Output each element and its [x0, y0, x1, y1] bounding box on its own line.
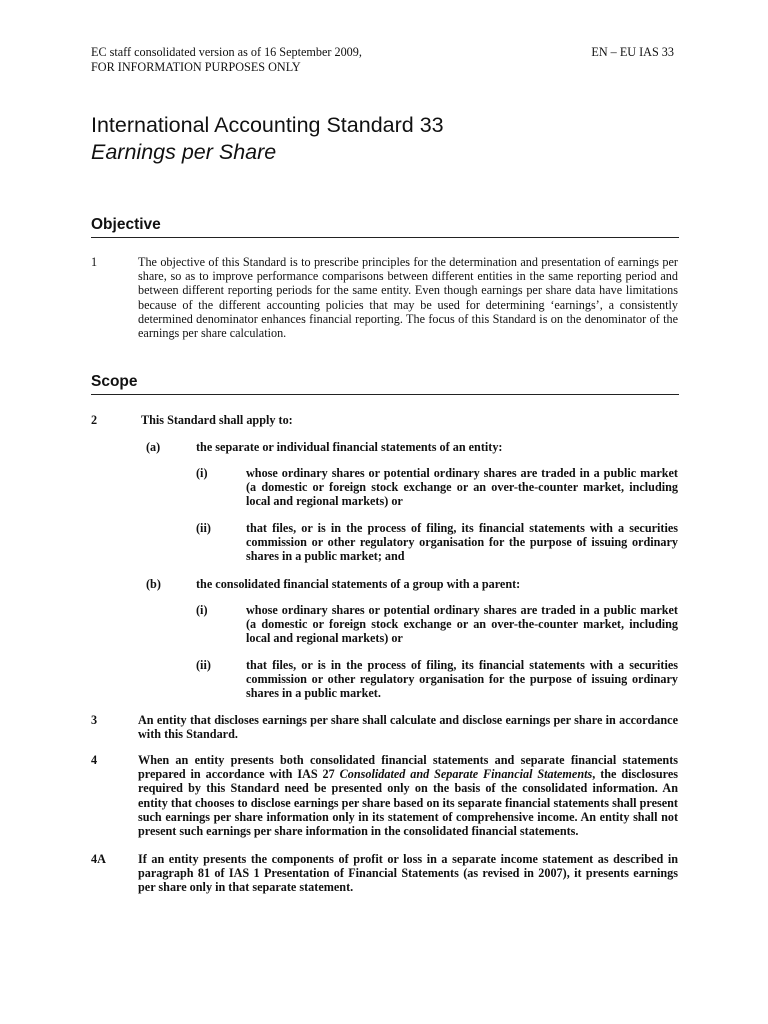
paragraph-number-4: 4: [91, 753, 98, 767]
standard-subtitle: Earnings per Share: [91, 140, 277, 164]
paragraph-number-4a: 4A: [91, 852, 106, 866]
document-title: [91, 112, 444, 166]
paragraph-4a-text: If an entity presents the components of profit or loss in a separate income statement as described in paragraph 81 of IAS 1 Presentation of Financial Statements (as revised in 2007), it presents earnings per share only in that separate statement.: [138, 852, 678, 895]
item-a-ii-text: that files, or is in the process of filing, its financial statements with a securities commission or other regulatory organisation for the purpose of issuing ordinary shares in a public market; and: [246, 521, 678, 564]
item-b-i-text: whose ordinary shares or potential ordinary shares are traded in a public market (a domestic or foreign stock exchange or an over-the-counter market, including local and regional markets) or: [246, 603, 678, 646]
paragraph-4-text-end: , the disclosures required by this Standard need be presented only on the basis of the consolidated information. An entity that chooses to disclose earnings per share based on its separate financial statements shall present such earnings per share information only in its statement of comprehensive income. An entity shall not present such earnings per share information in the consolidated financial statements.: [138, 767, 678, 839]
header-info-line: FOR INFORMATION PURPOSES ONLY: [91, 60, 301, 74]
item-a-i-label: (i): [196, 466, 208, 480]
item-b-i-label: (i): [196, 603, 208, 617]
objective-heading: Objective: [91, 216, 679, 238]
ias27-title-reference: Consolidated and Separate Financial Statements: [339, 767, 593, 782]
item-a-i-text: whose ordinary shares or potential ordinary shares are traded in a public market (a domestic or foreign stock exchange or an over-the-counter market, including local and regional markets) or: [246, 466, 678, 509]
item-b-label: (b): [146, 577, 161, 591]
standard-name: International Accounting Standard 33: [91, 113, 444, 137]
paragraph-2-text: This Standard shall apply to:: [141, 413, 293, 427]
scope-heading: Scope: [91, 373, 679, 395]
page-header-right: EN – EU IAS 33: [591, 45, 674, 59]
page-header-left: [91, 45, 362, 75]
paragraph-number-1: 1: [91, 255, 98, 269]
paragraph-4-text: [138, 753, 678, 838]
header-version-line: EC staff consolidated version as of 16 September 2009,: [91, 45, 362, 59]
paragraph-number-3: 3: [91, 713, 98, 727]
item-a-ii-label: (ii): [196, 521, 211, 535]
item-b-text: the consolidated financial statements of a group with a parent:: [196, 577, 521, 591]
item-b-ii-label: (ii): [196, 658, 211, 672]
paragraph-3-text: An entity that discloses earnings per share shall calculate and disclose earnings per share in accordance with this Standard.: [138, 713, 678, 742]
item-a-label: (a): [146, 440, 161, 454]
paragraph-1-text: The objective of this Standard is to prescribe principles for the determination and presentation of earnings per share, so as to improve performance comparisons between different entities in the same reporting period and between different reporting periods for the same entity. Even though earnings per share data have limitations because of the different accounting policies that may be used for determining ‘earnings’, a consistently determined denominator enhances financial reporting. The focus of this Standard is on the denominator of the earnings per share calculation.: [138, 255, 678, 341]
item-a-text: the separate or individual financial statements of an entity:: [196, 440, 503, 454]
paragraph-number-2: 2: [91, 413, 98, 427]
item-b-ii-text: that files, or is in the process of filing, its financial statements with a securities commission or other regulatory organisation for the purpose of issuing ordinary shares in a public market.: [246, 658, 678, 701]
paragraph-4-text-start: When an entity presents both consolidated financial statements and separate financial statements prepared in accordance with IAS 27: [138, 753, 678, 782]
